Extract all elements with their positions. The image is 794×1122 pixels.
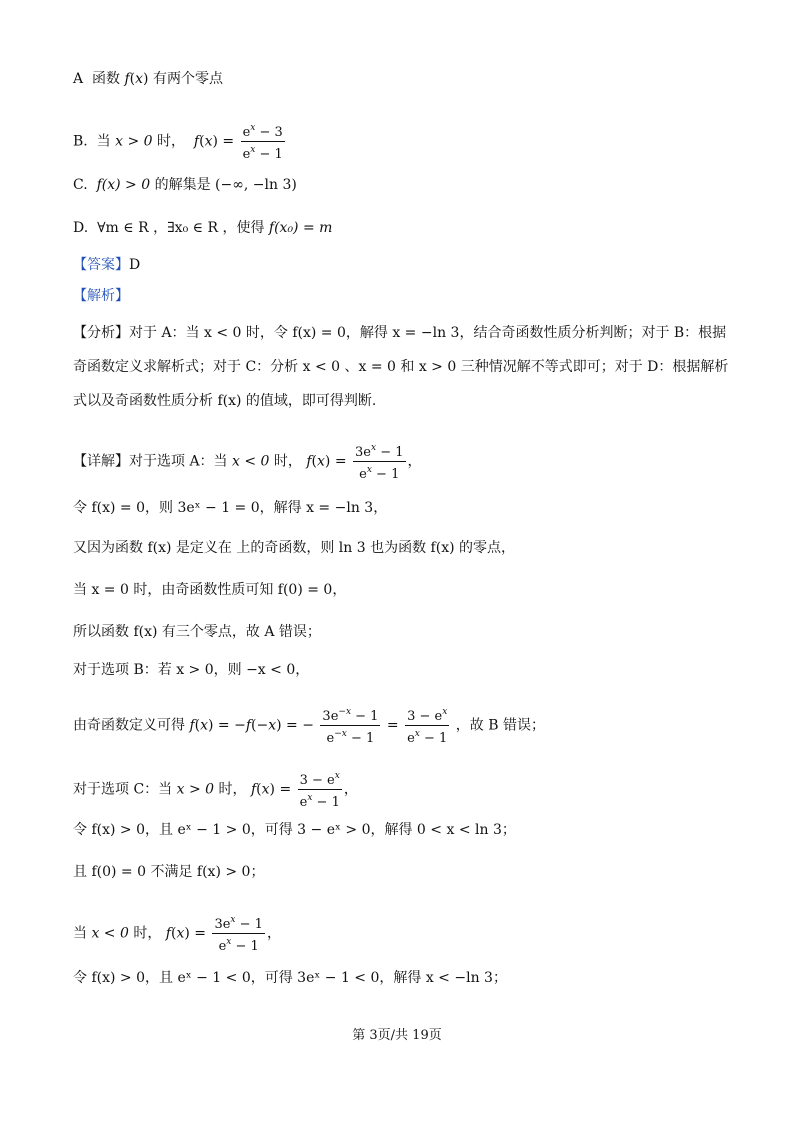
detail-line-4: 当 x = 0 时，由奇函数性质可知 f(0) = 0， xyxy=(73,582,347,598)
option-b: B. 当 x > 0 时， f(x) = $\frac{e^x - 3}{e^x - 1}$ xyxy=(73,120,287,163)
detail-line-11: 当 x < 0 时， f(x) = $\frac{3e^x - 1}{e^x - 1}$ ， xyxy=(73,912,281,955)
analysis-tag: 【解析】 xyxy=(73,288,129,304)
answer-line xyxy=(73,255,140,275)
detail-line-8: 对于选项 C：当 x > 0 时， f(x) = $\frac{3 - e^x}{e^x - 1}$ ， xyxy=(73,768,358,811)
fraction: $\frac{3 - e^x}{e^x - 1}$ xyxy=(298,768,342,811)
fraction: $\frac{e^x - 3}{e^x - 1}$ xyxy=(241,120,285,163)
answer-value: D xyxy=(129,257,141,273)
answer-tag: 【答案】 xyxy=(73,257,129,273)
option-c: C. f(x) > 0 的解集是 (−∞, −ln 3) xyxy=(73,177,297,193)
detail-line-1: 【详解】对于选项 A：当 x < 0 时， f(x) = $\frac{3e^x - 1}{e^x - 1}$ ， xyxy=(73,440,422,483)
fraction: $\frac{3e^x - 1}{e^x - 1}$ xyxy=(212,912,264,955)
option-d: D. ∀m ∈ R ，∃x₀ ∈ R ，使得 f(x₀) = m xyxy=(73,220,333,236)
detail-line-6: 对于选项 B：若 x > 0，则 −x < 0， xyxy=(73,662,310,678)
fraction: $\frac{3e^{-x} - 1}{e^{-x} - 1}$ xyxy=(320,704,380,747)
page-footer: 第 3页/共 19页 xyxy=(352,1028,442,1043)
analysis-paragraph: 【分析】对于 A：当 x < 0 时，令 f(x) = 0，解得 x = −ln 3，结合奇函数性质分析判断；对于 B：根据奇函数定义求解析式；对于 C：分析 x < 0 、x = 0 和 x > 0 三种情况解不等式即可；对于 D：根据解析式以及奇函数性质分析 f(x) 的值域，即可得判断. xyxy=(73,325,729,409)
fraction: $\frac{3 - e^x}{e^x - 1}$ xyxy=(405,704,449,747)
detail-line-5: 所以函数 f(x) 有三个零点，故 A 错误； xyxy=(73,624,321,640)
detail-line-12: 令 f(x) > 0，且 eˣ − 1 < 0，可得 3eˣ − 1 < 0，解得 x < −ln 3； xyxy=(73,970,507,986)
fraction: $\frac{3e^x - 1}{e^x - 1}$ xyxy=(353,440,405,483)
detail-line-9: 令 f(x) > 0，且 eˣ − 1 > 0，可得 3 − eˣ > 0，解得 0 < x < ln 3； xyxy=(73,822,516,838)
detail-line-7: 由奇函数定义可得 f(x) = −f(−x) = − $\frac{3e^{-x} - 1}{e^{-x} - 1}$ = $\frac{3 - e^x}{e^x - 1}$ ，故 B 错误； xyxy=(73,704,545,747)
detail-line-3: 又因为函数 f(x) 是定义在 上的奇函数，则 ln 3 也为函数 f(x) 的零点， xyxy=(73,540,516,556)
option-a: A 函数 f(x) 有两个零点 xyxy=(73,71,223,87)
detail-line-2: 令 f(x) = 0，则 3eˣ − 1 = 0，解得 x = −ln 3， xyxy=(73,500,388,516)
detail-line-10: 且 f(0) = 0 不满足 f(x) > 0； xyxy=(73,864,265,880)
